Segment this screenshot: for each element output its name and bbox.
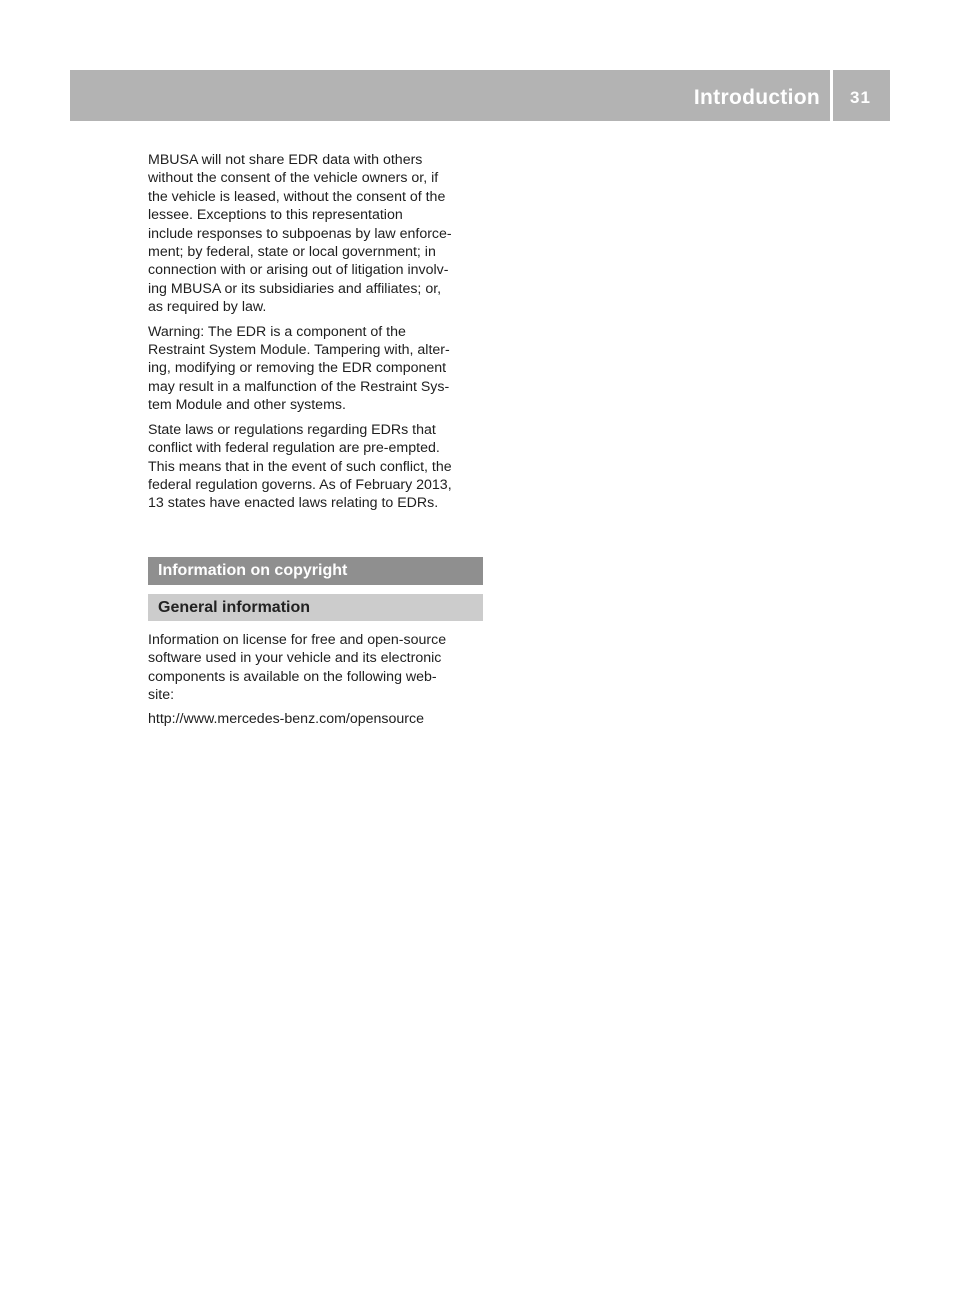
paragraph-edr-warning: Warning: The EDR is a component of the Restraint System Module. Tampering with, alter- ing, modifying or removing the EDR component may result in a malfunction of the Restraint Sys- tem Module and other systems. xyxy=(148,323,450,414)
paragraph-state-laws: State laws or regulations regarding EDRs that conflict with federal regulation are pre-empted. This means that in the event of such conflict, the federal regulation governs. As of February 2013, 13 states have enacted laws relating to EDRs. xyxy=(148,421,452,512)
chapter-title: Introduction xyxy=(693,86,820,109)
header-divider xyxy=(830,70,833,121)
open-source-url: http://www.mercedes-benz.com/opensource xyxy=(148,711,424,728)
section-heading-copyright: Information on copyright xyxy=(148,557,483,585)
text-column xyxy=(148,151,482,729)
paragraph-open-source-license: Information on license for free and open-source software used in your vehicle and its electronic components is available on the following web- site: xyxy=(148,631,447,703)
paragraph-edr-sharing: MBUSA will not share EDR data with others without the consent of the vehicle owners or, if the vehicle is leased, without the consent of the lessee. Exceptions to this representation include responses to subpoenas by law enforce- ment; by federal, state or local government; in connection with or arising out of litigation involv- ing MBUSA or its subsidiaries and affiliates; or, as required by law. xyxy=(148,152,452,316)
page-number: 31 xyxy=(850,88,871,107)
subsection-heading-general-information: General information xyxy=(148,594,483,621)
